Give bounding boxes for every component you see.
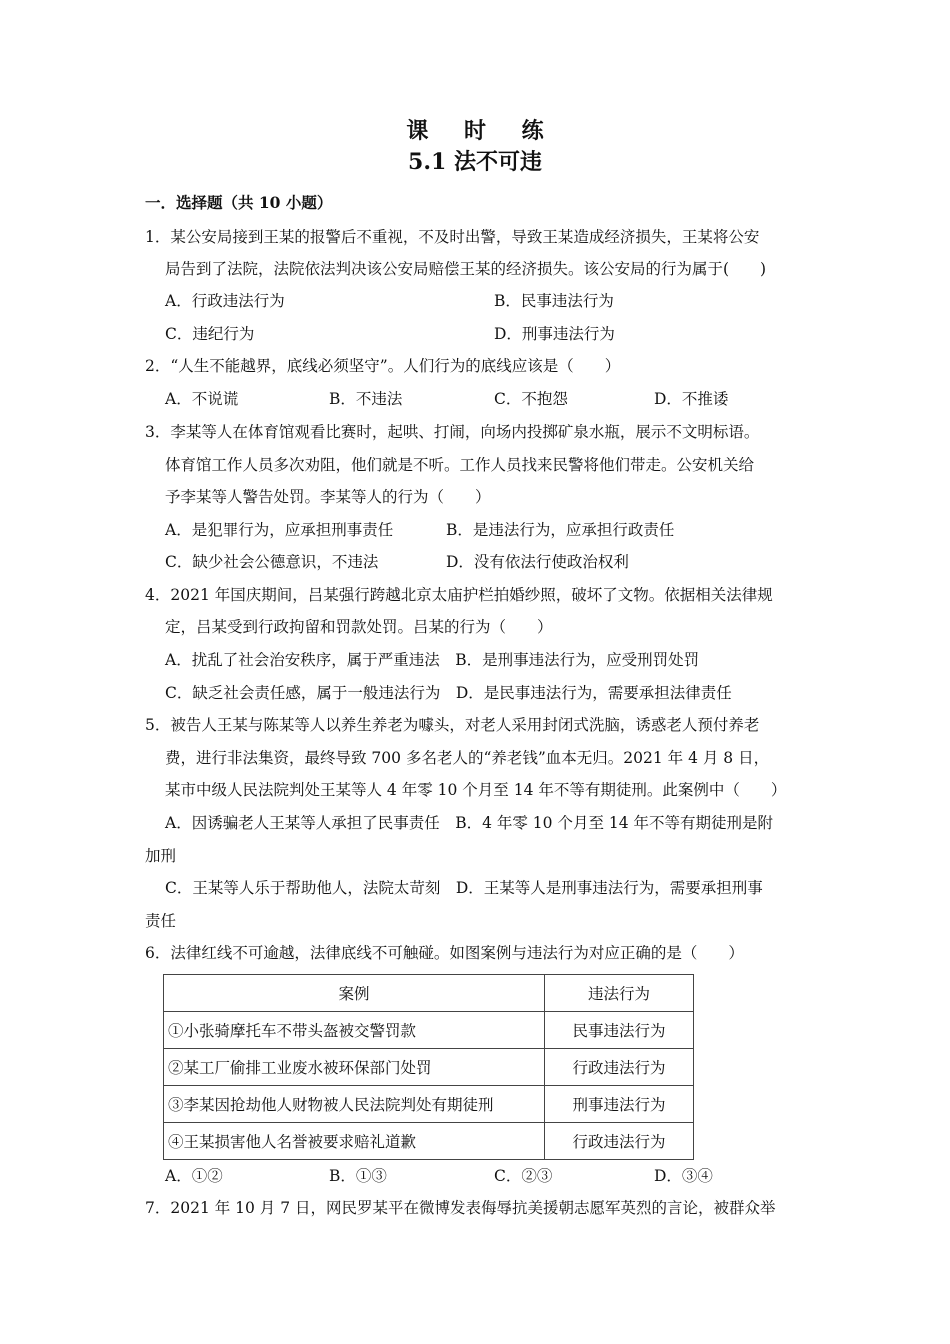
question-2-option-a: A．不说谎: [165, 390, 239, 408]
question-5-text: 某市中级人民法院判处王某等人 4 年零 10 个月至 14 年不等有期徒刑。此案例中（ ）: [165, 781, 787, 799]
question-3-option-d: D．没有依法行使政治权利: [446, 553, 629, 571]
table-row: [164, 1123, 694, 1160]
table-row: [164, 1086, 694, 1123]
section-heading: 一．选择题（共 10 小题）: [145, 193, 333, 212]
table-cell-violation: 民事违法行为: [545, 1012, 694, 1049]
table-row: [164, 1012, 694, 1049]
question-5-text: 费，进行非法集资，最终导致 700 多名老人的“养老钱”血本无归。2021 年 4 月 8 日，: [165, 749, 770, 767]
question-3-text: 体育馆工作人员多次劝阻，他们就是不听。工作人员找来民警将他们带走。公安机关给: [165, 456, 755, 474]
question-4-options-cd: C．缺乏社会责任感，属于一般违法行为 D．是民事违法行为，需要承担法律责任: [165, 684, 732, 702]
question-1-option-b: B．民事违法行为: [494, 292, 614, 310]
question-5-options-ab: A．因诱骗老人王某等人承担了民事责任 B．4 年零 10 个月至 14 年不等有期徒刑是附: [165, 814, 774, 832]
question-1-text: 局告到了法院，法院依法判决该公安局赔偿王某的经济损失。该公安局的行为属于( ): [165, 260, 767, 278]
question-3-text: 予李某等人警告处罚。李某等人的行为（ ）: [165, 488, 491, 506]
question-4-text: 定，吕某受到行政拘留和罚款处罚。吕某的行为（ ）: [165, 618, 553, 636]
question-5-options-ab-continued: 加刑: [145, 847, 177, 865]
question-6-text: 6．法律红线不可逾越，法律底线不可触碰。如图案例与违法行为对应正确的是（ ）: [145, 944, 744, 962]
question-2-option-b: B．不违法: [329, 390, 403, 408]
question-3-text: 3．李某等人在体育馆观看比赛时，起哄、打闹，向场内投掷矿泉水瓶，展示不文明标语。: [145, 423, 760, 441]
question-4-text: 4．2021 年国庆期间，吕某强行跨越北京太庙护栏拍婚纱照，破坏了文物。依据相关法律规: [145, 586, 773, 604]
table-cell-violation: 刑事违法行为: [545, 1086, 694, 1123]
table-cell-violation: 行政违法行为: [545, 1049, 694, 1086]
table-header-row: [164, 975, 694, 1012]
question-1-option-c: C．违纪行为: [165, 325, 255, 343]
page-title: 课 时 练: [406, 118, 558, 144]
question-1-option-d: D．刑事违法行为: [494, 325, 615, 343]
table-cell-case: ①小张骑摩托车不带头盔被交警罚款: [164, 1012, 545, 1049]
question-2-text: 2．“人生不能越界，底线必须坚守”。人们行为的底线应该是（ ）: [145, 357, 621, 375]
question-2-option-d: D．不推诿: [654, 390, 729, 408]
table-header-case: 案例: [164, 975, 545, 1012]
table-row: [164, 1049, 694, 1086]
table-header-violation: 违法行为: [545, 975, 694, 1012]
question-3-option-c: C．缺少社会公德意识，不违法: [165, 553, 379, 571]
question-5-options-cd: C．王某等人乐于帮助他人，法院太苛刻 D．王某等人是刑事违法行为，需要承担刑事: [165, 879, 763, 897]
question-1-option-a: A．行政违法行为: [165, 292, 285, 310]
question-1-text: 1．某公安局接到王某的报警后不重视，不及时出警，导致王某造成经济损失，王某将公安: [145, 228, 760, 246]
question-3-option-a: A．是犯罪行为，应承担刑事责任: [165, 521, 394, 539]
table-cell-case: ④王某损害他人名誉被要求赔礼道歉: [164, 1123, 545, 1160]
table-cell-violation: 行政违法行为: [545, 1123, 694, 1160]
question-5-text: 5．被告人王某与陈某等人以养生养老为噱头，对老人采用封闭式洗脑，诱惑老人预付养老: [145, 716, 760, 734]
question-2-option-c: C．不抱怨: [494, 390, 568, 408]
table-cell-case: ②某工厂偷排工业废水被环保部门处罚: [164, 1049, 545, 1086]
question-4-options-ab: A．扰乱了社会治安秩序，属于严重违法 B．是刑事违法行为，应受刑罚处罚: [165, 651, 700, 669]
table-cell-case: ③李某因抢劫他人财物被人民法院判处有期徒刑: [164, 1086, 545, 1123]
question-7-text: 7．2021 年 10 月 7 日，网民罗某平在微博发表侮辱抗美援朝志愿军英烈的言论，被群众举: [145, 1199, 776, 1217]
question-6-option-c: C．②③: [494, 1167, 553, 1185]
question-6-option-a: A．①②: [165, 1167, 223, 1185]
question-3-option-b: B．是违法行为，应承担行政责任: [446, 521, 675, 539]
question-6-option-d: D．③④: [654, 1167, 713, 1185]
question-6-option-b: B．①③: [329, 1167, 387, 1185]
case-table: [163, 974, 694, 1160]
lesson-title: 5.1 法不可违: [408, 149, 542, 175]
question-5-options-cd-continued: 责任: [145, 912, 177, 930]
